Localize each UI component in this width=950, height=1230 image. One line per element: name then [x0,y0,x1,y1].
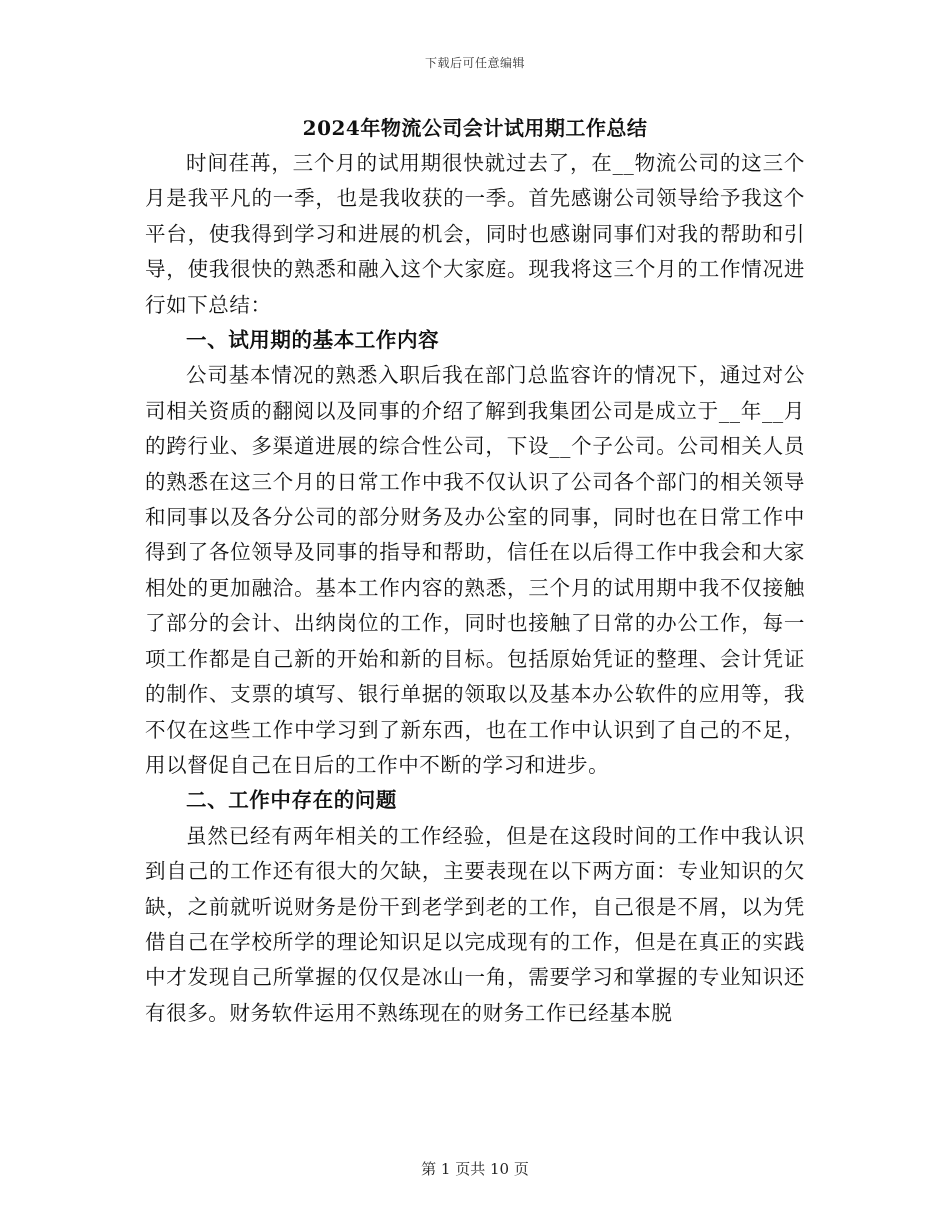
document-body [145,110,805,1031]
page-number-footer: 第 1 页共 10 页 [421,1160,529,1178]
document-title: 2024年物流公司会计试用期工作总结 [302,116,648,140]
intro-paragraph: 时间荏苒，三个月的试用期很快就过去了，在__物流公司的这三个月是我平凡的一季，也是我收获的一季。首先感谢公司领导给予我这个平台，使我得到学习和进展的机会，同时也感谢同事们对我的帮助和引导，使我很快的熟悉和融入这个大家庭。现我将这三个月的工作情况进行如下总结： [145,151,805,317]
section-heading-2: 二、工作中存在的问题 [186,788,397,813]
section-2-paragraph: 虽然已经有两年相关的工作经验，但是在这段时间的工作中我认识到自己的工作还有很大的欠缺，主要表现在以下两方面：专业知识的欠缺，之前就听说财务是份干到老学到老的工作，自己很是不屑，以为凭借自己在学校所学的理论知识足以完成现有的工作，但是在真正的实践中才发现自己所掌握的仅仅是冰山一角，需要学习和掌握的专业知识还有很多。财务软件运用不熟练现在的财务工作已经基本脱 [145,823,805,1025]
section-1-paragraph: 公司基本情况的熟悉入职后我在部门总监容许的情况下，通过对公司相关资质的翻阅以及同事的介绍了解到我集团公司是成立于__年__月的跨行业、多渠道进展的综合性公司，下设__个子公司。公司相关人员的熟悉在这三个月的日常工作中我不仅认识了公司各个部门的相关领导和同事以及各分公司的部分财务及办公室的同事，同时也在日常工作中得到了各位领导及同事的指导和帮助，信任在以后得工作中我会和大家相处的更加融洽。基本工作内容的熟悉，三个月的试用期中我不仅接触了部分的会计、出纳岗位的工作，同时也接触了日常的办公工作，每一项工作都是自己新的开始和新的目标。包括原始凭证的整理、会计凭证的制作、支票的填写、银行单据的领取以及基本办公软件的应用等，我不仅在这些工作中学习到了新东西，也在工作中认识到了自己的不足，用以督促自己在日后的工作中不断的学习和进步。 [145,363,805,777]
section-heading-1: 一、试用期的基本工作内容 [186,328,440,353]
header-note: 下载后可任意编辑 [424,56,525,70]
